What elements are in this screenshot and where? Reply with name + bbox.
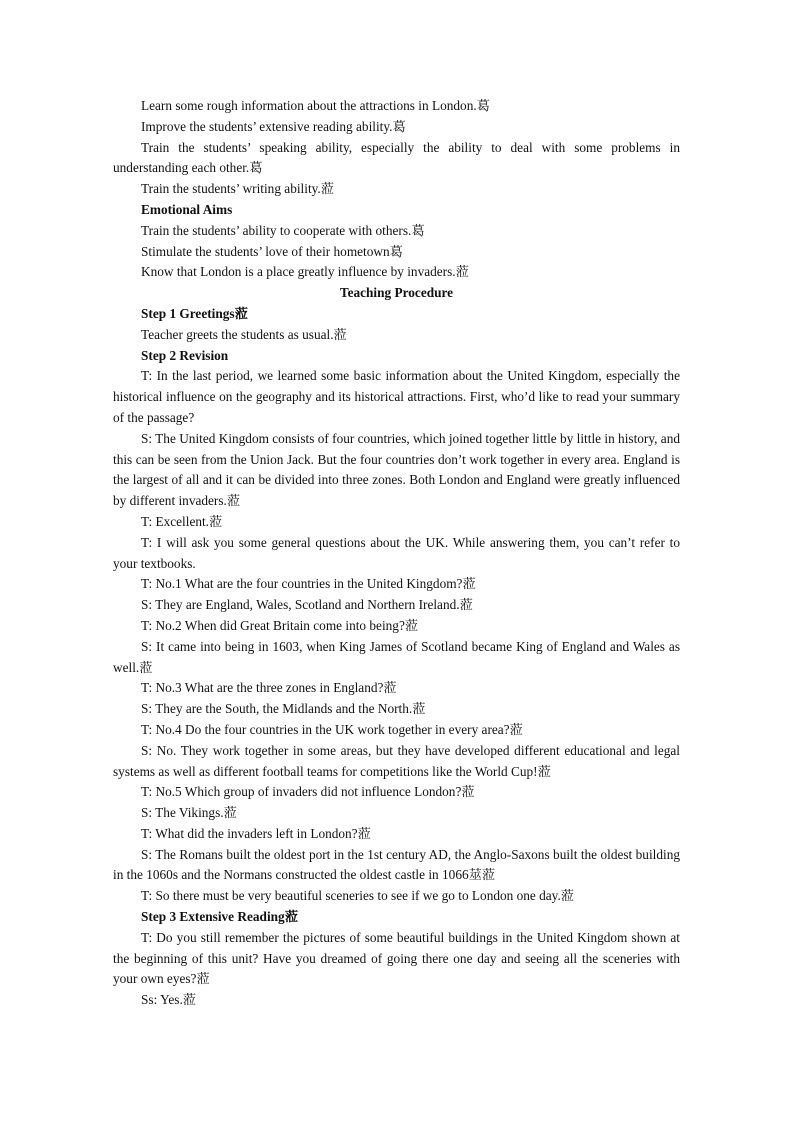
dialogue-line: T: In the last period, we learned some basic information about the United Kingdom, especially the historical influence on the geography and its historical attractions. First, who’d like to read your summary of the passage? <box>113 368 680 425</box>
dialogue-line: S: The Vikings.蒞 <box>141 805 237 821</box>
dialogue-line: S: The United Kingdom consists of four countries, which joined together little by little in history, and this can be seen from the Union Jack. But the four countries don’t work together in every area. England is the largest of all and it can be divided into three zones. Both London and England were greatly influenced by different invaders.蒞 <box>113 430 680 509</box>
dialogue-line: T: Do you still remember the pictures of some beautiful buildings in the United Kingdom shown at the beginning of this unit? Have you dreamed of going there one day and seeing all the sceneries with your own eyes?蒞 <box>113 929 680 987</box>
dialogue-line: T: I will ask you some general questions about the UK. While answering them, you can’t refer to your textbooks. <box>113 534 680 571</box>
dialogue-line: S: It came into being in 1603, when King James of Scotland became King of England and Wales as well.蒞 <box>113 638 680 675</box>
aim-hometown: Stimulate the students’ love of their hometown葛 <box>141 243 403 259</box>
aim-writing: Train the students’ writing ability.蒞 <box>141 181 335 197</box>
teaching-procedure-heading: Teaching Procedure <box>339 285 454 301</box>
dialogue-line: T: No.4 Do the four countries in the UK work together in every area?蒞 <box>141 721 523 737</box>
dialogue-line: S: They are England, Wales, Scotland and Northern Ireland.蒞 <box>141 597 473 613</box>
dialogue-line: T: No.1 What are the four countries in the United Kingdom?蒞 <box>141 576 476 592</box>
lesson-plan-body <box>113 96 680 1011</box>
step2-heading: Step 2 Revision <box>141 347 229 363</box>
dialogue-line: T: Excellent.蒞 <box>141 513 223 529</box>
dialogue-line: T: No.5 Which group of invaders did not influence London?蒞 <box>141 784 475 800</box>
aim-extensive-reading: Improve the students’ extensive reading ability.葛 <box>141 118 406 134</box>
step1-heading: Step 1 Greetings蒞 <box>141 305 248 321</box>
aim-attractions: Learn some rough information about the attractions in London.葛 <box>141 98 490 113</box>
dialogue-line: T: What did the invaders left in London?蒞 <box>141 825 371 841</box>
dialogue-line: S: They are the South, the Midlands and the North.蒞 <box>141 701 426 717</box>
dialogue-line: T: No.2 When did Great Britain come into being?蒞 <box>141 617 419 633</box>
dialogue-line: Ss: Yes.蒞 <box>141 992 197 1008</box>
step3-heading: Step 3 Extensive Reading蒞 <box>141 909 298 925</box>
dialogue-line: T: So there must be very beautiful sceneries to see if we go to London one day.蒞 <box>141 888 575 904</box>
emotional-aims-heading: Emotional Aims <box>141 201 233 217</box>
aim-speaking: Train the students’ speaking ability, especially the ability to deal with some problems in understanding each other.葛 <box>113 139 680 176</box>
dialogue-line: S: No. They work together in some areas, but they have developed different educational and legal systems as well as different football teams for competitions like the World Cup!蒞 <box>113 742 680 779</box>
dialogue-line: S: The Romans built the oldest port in the 1st century AD, the Anglo-Saxons built the oldest building in the 1060s and the Normans constructed the oldest castle in 1066莁蒞 <box>113 846 680 883</box>
aim-cooperate: Train the students’ ability to cooperate with others.葛 <box>141 222 425 238</box>
aim-invaders: Know that London is a place greatly influence by invaders.蒞 <box>141 264 469 280</box>
step1-text: Teacher greets the students as usual.蒞 <box>141 326 347 342</box>
dialogue-line: T: No.3 What are the three zones in England?蒞 <box>141 680 397 696</box>
